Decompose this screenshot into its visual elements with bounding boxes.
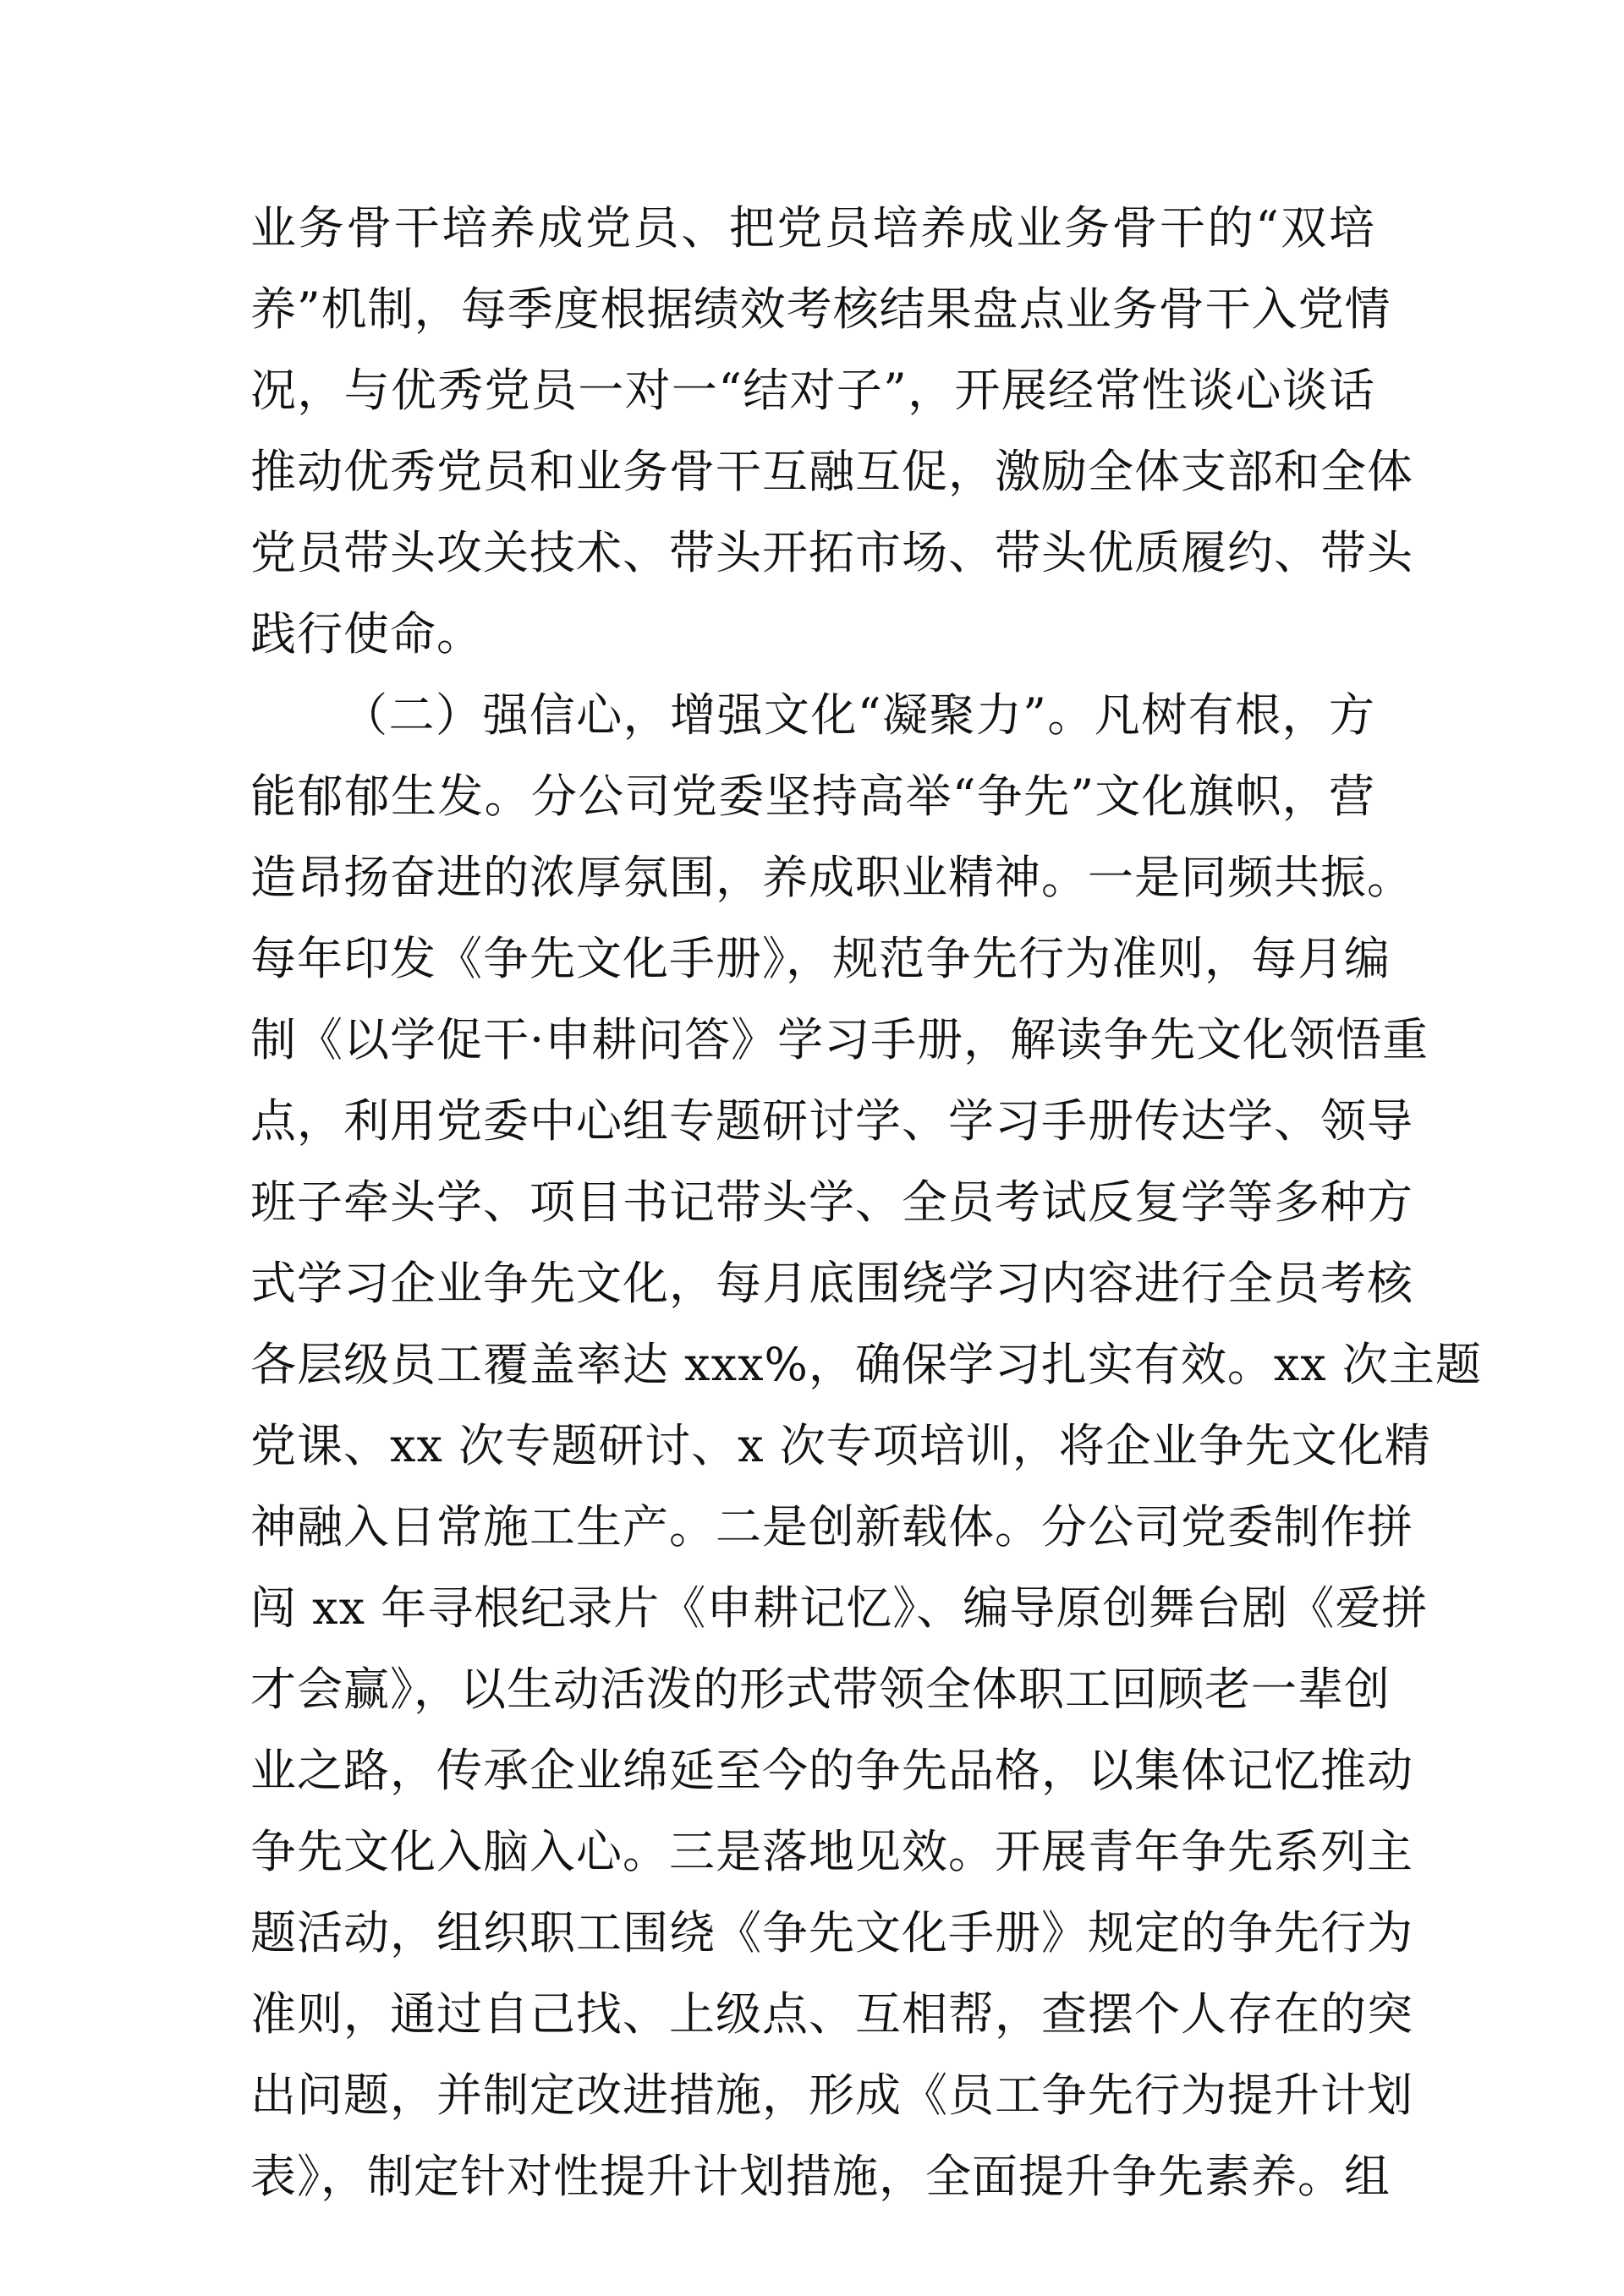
text-line: 养”机制，每季度根据绩效考核结果盘点业务骨干入党情 — [250, 282, 1391, 336]
text-line: 式学习企业争先文化，每月底围绕学习内容进行全员考核 — [250, 1257, 1413, 1310]
text-line: 才会赢》，以生动活泼的形式带领全体职工回顾老一辈创 — [250, 1663, 1391, 1716]
section-heading-line: （二）强信心，增强文化“凝聚力”。凡树有根，方 — [342, 688, 1375, 742]
text-line: 点，利用党委中心组专题研讨学、学习手册传达学、领导 — [250, 1094, 1413, 1148]
text-line: 制《以学促干·申耕问答》学习手册，解读争先文化领悟重 — [250, 1013, 1429, 1066]
text-line: 神融入日常施工生产。二是创新载体。分公司党委制作拼 — [250, 1500, 1413, 1553]
text-line: 党员带头攻关技术、带头开拓市场、带头优质履约、带头 — [250, 526, 1413, 579]
text-line: 造昂扬奋进的浓厚氛围，养成职业精神。一是同频共振。 — [250, 851, 1413, 904]
text-line: 业务骨干培养成党员、把党员培养成业务骨干的“双培 — [250, 201, 1375, 255]
text-line: 闯 xx 年寻根纪录片《申耕记忆》、编导原创舞台剧《爱拼 — [250, 1581, 1429, 1635]
text-line: 准则，通过自己找、上级点、互相帮，查摆个人存在的突 — [250, 1987, 1413, 2041]
text-line: 践行使命。 — [250, 607, 483, 660]
body-text — [250, 188, 1482, 2217]
text-line: 表》，制定针对性提升计划措施，全面提升争先素养。组 — [250, 2150, 1391, 2203]
text-line: 班子牵头学、项目书记带头学、全员考试反复学等多种方 — [250, 1175, 1413, 1229]
text-line: 能郁郁生发。分公司党委坚持高举“争先”文化旗帜，营 — [250, 770, 1375, 823]
text-line: 争先文化入脑入心。三是落地见效。开展青年争先系列主 — [250, 1825, 1413, 1878]
text-line: 各层级员工覆盖率达 xxx%，确保学习扎实有效。xx 次主题 — [250, 1338, 1482, 1391]
text-line: 出问题，并制定改进措施，形成《员工争先行为提升计划 — [250, 2069, 1413, 2122]
text-line: 每年印发《争先文化手册》，规范争先行为准则，每月编 — [250, 932, 1391, 985]
text-line: 况，与优秀党员一对一“结对子”，开展经常性谈心谈话 — [250, 364, 1375, 417]
text-line: 业之路，传承企业绵延至今的争先品格，以集体记忆推动 — [250, 1744, 1413, 1797]
text-line: 题活动，组织职工围绕《争先文化手册》规定的争先行为 — [250, 1906, 1413, 1959]
text-line: 推动优秀党员和业务骨干互融互促，激励全体支部和全体 — [250, 445, 1413, 498]
text-line: 党课、xx 次专题研讨、x 次专项培训，将企业争先文化精 — [250, 1419, 1431, 1472]
